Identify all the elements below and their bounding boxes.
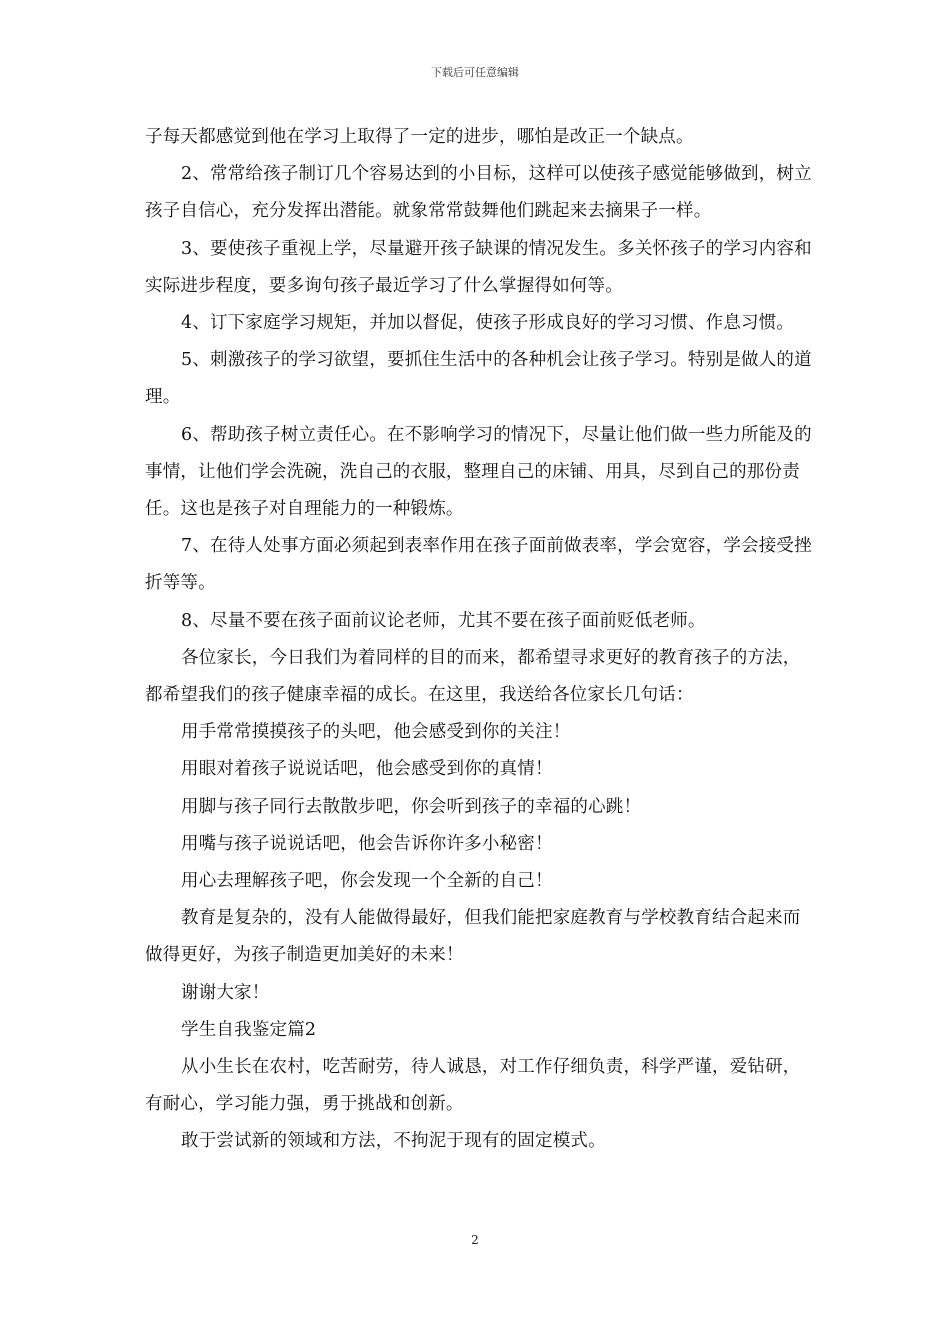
paragraph: 谢谢大家！ [181,982,270,1003]
paragraph: 3、要使孩子重视上学，尽量避开孩子缺课的情况发生。多关怀孩子的学习内容和实际进步程度，要多询句孩子最近学习了什么掌握得如何等。 [145,238,812,296]
paragraph: 7、在待人处事方面必须起到表率作用在孩子面前做表率，学会宽容，学会接受挫折等等。 [145,536,812,594]
section-heading: 学生自我鉴定篇2 [181,1019,317,1040]
body-text [145,119,813,1161]
paragraph: 用心去理解孩子吧，你会发现一个全新的自己！ [181,871,553,892]
page-header: 下载后可任意编辑 [431,66,519,79]
paragraph: 教育是复杂的，没有人能做得最好，但我们能把家庭教育与学校教育结合起来而做得更好，为孩子制造更加美好的未来！ [145,908,801,966]
paragraph: 5、刺激孩子的学习欲望，要抓住生活中的各种机会让孩子学习。特别是做人的道理。 [145,350,812,408]
paragraph: 用脚与孩子同行去散散步吧，你会听到孩子的幸福的心跳！ [181,796,642,817]
paragraph: 用眼对着孩子说说话吧，他会感受到你的真情！ [181,759,553,780]
paragraph: 4、订下家庭学习规矩，并加以督促，使孩子形成良好的学习习惯、作息习惯。 [181,313,795,334]
paragraph: 用手常常摸摸孩子的头吧，他会感受到你的关注！ [181,722,571,743]
paragraph: 各位家长，今日我们为着同样的目的而来，都希望寻求更好的教育孩子的方法，都希望我们的孩子健康幸福的成长。在这里，我送给各位家长几句话： [145,647,801,706]
paragraph: 2、常常给孩子制订几个容易达到的小目标，这样可以使孩子感觉能够做到，树立孩子自信心，充分发挥出潜能。就象常常鼓舞他们跳起来去摘果子一样。 [145,164,812,222]
paragraph: 6、帮助孩子树立责任心。在不影响学习的情况下，尽量让他们做一些力所能及的事情，让他们学会洗碗，洗自己的衣服，整理自己的床铺、用具，尽到自己的那份责任。这也是孩子对自理能力的一种锻炼。 [145,424,812,520]
paragraph: 8、尽量不要在孩子面前议论老师，尤其不要在孩子面前贬低老师。 [181,610,706,631]
paragraph: 子每天都感觉到他在学习上取得了一定的进步，哪怕是改正一个缺点。 [145,127,694,147]
paragraph: 从小生长在农村，吃苦耐劳，待人诚恳，对工作仔细负责，科学严谨，爱钻研，有耐心，学习能力强，勇于挑战和创新。 [145,1057,801,1115]
page-number: 2 [471,1233,479,1247]
paragraph: 敢于尝试新的领域和方法，不拘泥于现有的固定模式。 [181,1131,606,1152]
paragraph: 用嘴与孩子说说话吧，他会告诉你许多小秘密！ [181,833,553,854]
